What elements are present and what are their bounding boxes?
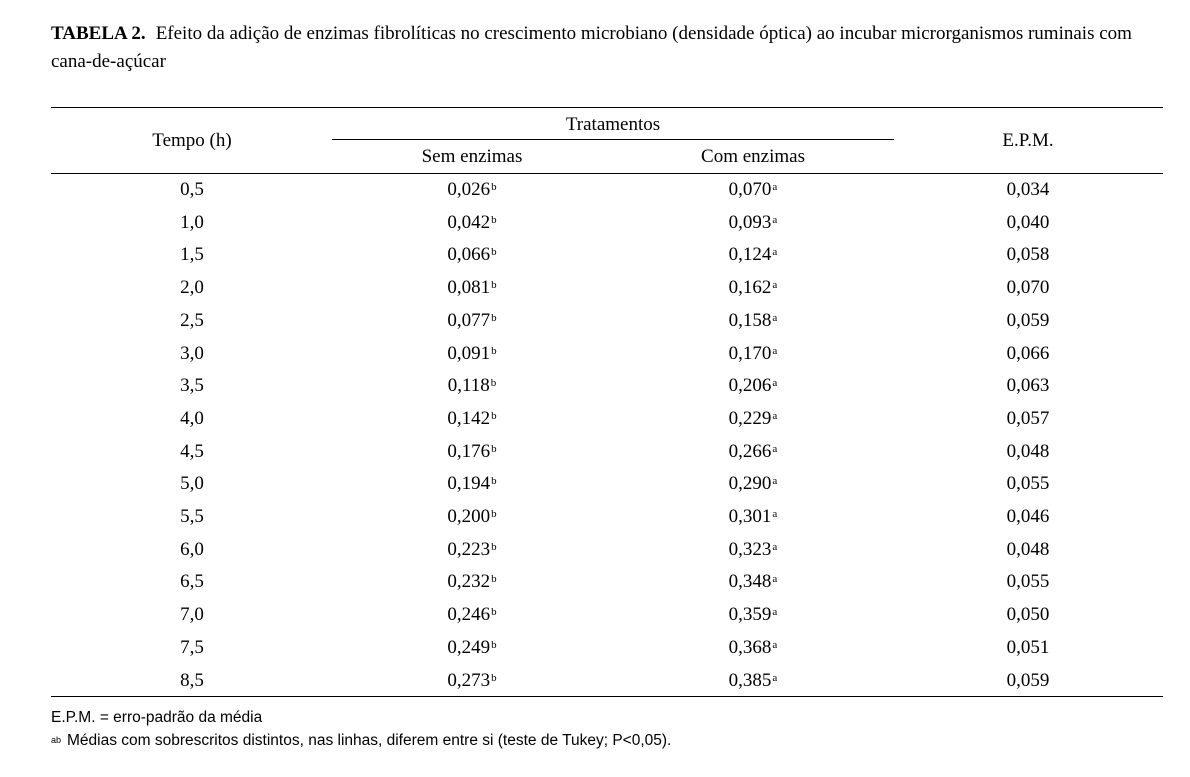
cell-without-enzymes-value: 0,077 xyxy=(447,309,491,331)
table-row xyxy=(0,239,1190,272)
cell-with-enzymes-value: 0,158 xyxy=(728,309,772,331)
cell-with-enzymes xyxy=(729,669,778,693)
cell-with-enzymes-superscript: a xyxy=(772,311,778,324)
cell-time-value: 3,5 xyxy=(180,375,204,397)
cell-sem xyxy=(1007,374,1050,398)
cell-without-enzymes-value: 0,026 xyxy=(447,179,491,200)
table-row xyxy=(0,632,1190,665)
cell-with-enzymes xyxy=(729,178,778,202)
cell-without-enzymes-superscript: b xyxy=(491,540,497,553)
cell-sem xyxy=(1007,538,1050,562)
cell-without-enzymes-superscript: b xyxy=(491,213,497,226)
footnote-significance xyxy=(51,731,671,751)
cell-with-enzymes-value: 0,359 xyxy=(728,604,772,626)
cell-without-enzymes-value: 0,249 xyxy=(447,636,491,658)
cell-time-value: 5,0 xyxy=(180,473,204,495)
cell-with-enzymes-value: 0,124 xyxy=(728,244,772,266)
cell-without-enzymes xyxy=(447,636,496,660)
table-row xyxy=(0,599,1190,632)
cell-sem-value: 0,066 xyxy=(1006,342,1050,364)
cell-with-enzymes-superscript: a xyxy=(772,638,778,651)
cell-without-enzymes-value: 0,246 xyxy=(447,604,491,626)
cell-with-enzymes-value: 0,385 xyxy=(728,669,772,691)
cell-time-value: 4,5 xyxy=(180,440,204,462)
cell-sem-value: 0,040 xyxy=(1006,211,1050,233)
cell-without-enzymes-superscript: b xyxy=(491,508,497,520)
cell-with-enzymes-value: 0,348 xyxy=(728,571,772,593)
table-row xyxy=(0,174,1190,207)
cell-time-value: 7,0 xyxy=(180,604,204,626)
cell-time xyxy=(180,636,204,660)
cell-sem-value: 0,051 xyxy=(1006,636,1050,658)
cell-with-enzymes xyxy=(729,276,778,300)
cell-with-enzymes-superscript: a xyxy=(772,213,778,226)
cell-time-value: 5,5 xyxy=(180,506,204,527)
table-row xyxy=(0,272,1190,305)
cell-with-enzymes xyxy=(729,211,778,235)
cell-with-enzymes-superscript: a xyxy=(772,573,778,586)
cell-time xyxy=(180,603,204,627)
cell-with-enzymes xyxy=(729,374,778,398)
cell-with-enzymes-value: 0,206 xyxy=(728,375,772,397)
cell-without-enzymes-value: 0,223 xyxy=(447,538,491,560)
cell-with-enzymes xyxy=(729,342,778,366)
cell-without-enzymes-superscript: b xyxy=(491,573,497,586)
cell-without-enzymes xyxy=(447,505,496,529)
cell-without-enzymes xyxy=(447,472,496,496)
cell-with-enzymes xyxy=(729,603,778,627)
cell-time xyxy=(180,178,204,202)
header-time: Tempo (h) xyxy=(152,130,232,151)
cell-without-enzymes xyxy=(447,342,496,366)
cell-without-enzymes xyxy=(447,243,496,267)
cell-with-enzymes-superscript: a xyxy=(772,246,778,259)
cell-with-enzymes-superscript: a xyxy=(772,671,778,684)
cell-with-enzymes xyxy=(729,538,778,562)
table-label: TABELA 2. xyxy=(51,23,146,44)
cell-time-value: 3,0 xyxy=(180,342,204,364)
cell-sem xyxy=(1007,342,1050,366)
cell-without-enzymes-superscript: b xyxy=(491,442,497,455)
cell-time xyxy=(180,309,204,333)
table-row xyxy=(0,207,1190,240)
table-caption xyxy=(51,20,1171,76)
cell-time-value: 8,5 xyxy=(180,669,204,691)
cell-time xyxy=(180,407,204,431)
cell-with-enzymes xyxy=(729,440,778,464)
cell-time-value: 7,5 xyxy=(180,636,204,658)
cell-without-enzymes-value: 0,066 xyxy=(447,244,491,266)
footnote-significance-text: Médias com sobrescritos distintos, nas linhas, diferem entre si (teste de Tukey; P<0,05). xyxy=(67,732,672,749)
cell-without-enzymes xyxy=(447,309,496,333)
cell-with-enzymes-superscript: a xyxy=(772,475,778,488)
cell-without-enzymes-superscript: b xyxy=(490,377,497,390)
cell-sem-value: 0,057 xyxy=(1006,407,1050,429)
cell-sem xyxy=(1007,570,1050,594)
cell-without-enzymes-value: 0,118 xyxy=(447,375,490,397)
cell-without-enzymes-value: 0,042 xyxy=(447,211,491,233)
cell-without-enzymes xyxy=(447,570,496,594)
cell-with-enzymes-value: 0,229 xyxy=(728,407,772,429)
cell-sem-value: 0,058 xyxy=(1006,244,1050,266)
cell-time-value: 0,5 xyxy=(180,179,204,200)
cell-with-enzymes-superscript: a xyxy=(772,344,778,357)
table-row xyxy=(0,566,1190,599)
cell-time-value: 1,0 xyxy=(180,211,204,233)
table-row xyxy=(0,370,1190,403)
cell-without-enzymes-value: 0,176 xyxy=(447,440,491,462)
cell-without-enzymes-value: 0,081 xyxy=(447,277,491,299)
header-sem: E.P.M. xyxy=(1002,130,1054,151)
cell-with-enzymes-superscript: a xyxy=(772,606,778,619)
cell-without-enzymes-superscript: b xyxy=(491,311,497,324)
footnote-marker: ab xyxy=(51,735,62,745)
cell-sem xyxy=(1007,505,1050,529)
cell-sem xyxy=(1007,276,1050,300)
cell-with-enzymes xyxy=(729,309,778,333)
table-row xyxy=(0,665,1190,698)
cell-sem xyxy=(1007,669,1050,693)
cell-time-value: 6,5 xyxy=(180,571,204,593)
cell-with-enzymes-superscript: a xyxy=(772,540,778,553)
cell-sem-value: 0,055 xyxy=(1006,473,1050,495)
header-treatments: Tratamentos xyxy=(565,114,661,135)
cell-sem xyxy=(1007,243,1050,267)
cell-sem xyxy=(1007,309,1050,333)
cell-with-enzymes-value: 0,368 xyxy=(728,636,772,658)
cell-with-enzymes-value: 0,290 xyxy=(728,473,772,495)
cell-sem xyxy=(1007,178,1050,202)
cell-sem xyxy=(1007,440,1050,464)
table-row xyxy=(0,338,1190,371)
cell-without-enzymes xyxy=(447,407,496,431)
cell-without-enzymes-value: 0,232 xyxy=(447,571,491,593)
table-caption-text: Efeito da adição de enzimas fibrolíticas no crescimento microbiano (densidade óptica) ao incubar microrganismos ruminais com cana-de-açúcar xyxy=(51,23,1132,72)
cell-with-enzymes-value: 0,070 xyxy=(728,179,772,200)
cell-time xyxy=(180,669,204,693)
cell-with-enzymes-value: 0,323 xyxy=(728,538,772,560)
cell-without-enzymes-superscript: b xyxy=(491,475,497,488)
cell-with-enzymes-superscript: a xyxy=(772,181,778,193)
cell-with-enzymes xyxy=(729,407,778,431)
cell-time-value: 2,5 xyxy=(180,309,204,331)
cell-sem-value: 0,034 xyxy=(1006,179,1050,200)
cell-without-enzymes-value: 0,194 xyxy=(447,473,491,495)
table-row xyxy=(0,534,1190,567)
cell-sem xyxy=(1007,603,1050,627)
cell-with-enzymes-value: 0,093 xyxy=(728,211,772,233)
cell-without-enzymes-superscript: b xyxy=(491,606,497,619)
cell-time xyxy=(180,342,204,366)
bottom-rule xyxy=(51,696,1163,697)
header-with-enzymes: Com enzimas xyxy=(701,146,805,167)
cell-without-enzymes xyxy=(447,538,496,562)
cell-without-enzymes xyxy=(447,669,496,693)
cell-time xyxy=(180,374,204,398)
header-without-enzymes: Sem enzimas xyxy=(421,146,523,167)
cell-sem xyxy=(1007,407,1050,431)
cell-without-enzymes xyxy=(447,178,496,202)
cell-time xyxy=(180,505,204,529)
cell-without-enzymes xyxy=(447,603,496,627)
cell-without-enzymes xyxy=(448,374,497,398)
cell-sem-value: 0,048 xyxy=(1006,538,1050,560)
cell-with-enzymes xyxy=(729,505,778,529)
cell-sem-value: 0,059 xyxy=(1006,309,1050,331)
cell-time xyxy=(180,472,204,496)
cell-sem-value: 0,059 xyxy=(1006,669,1050,691)
top-rule xyxy=(51,107,1163,108)
cell-with-enzymes-value: 0,266 xyxy=(728,440,772,462)
cell-sem-value: 0,070 xyxy=(1006,277,1050,299)
cell-sem xyxy=(1007,472,1050,496)
cell-without-enzymes xyxy=(447,211,496,235)
cell-sem xyxy=(1007,211,1050,235)
footnote-sem: E.P.M. = erro-padrão da média xyxy=(51,709,263,726)
cell-with-enzymes xyxy=(729,570,778,594)
treatments-rule xyxy=(332,139,894,140)
cell-without-enzymes-superscript: b xyxy=(491,344,497,357)
cell-with-enzymes-superscript: a xyxy=(772,409,778,422)
cell-with-enzymes xyxy=(729,472,778,496)
cell-with-enzymes-value: 0,170 xyxy=(728,342,772,364)
cell-sem-value: 0,055 xyxy=(1006,571,1050,593)
cell-without-enzymes-superscript: b xyxy=(491,246,497,259)
cell-with-enzymes-superscript: a xyxy=(772,442,778,455)
cell-without-enzymes-superscript: b xyxy=(491,638,497,651)
cell-without-enzymes-superscript: b xyxy=(491,671,497,684)
cell-with-enzymes-superscript: a xyxy=(772,377,778,390)
cell-time-value: 1,5 xyxy=(180,244,204,266)
cell-time xyxy=(180,211,204,235)
table-row xyxy=(0,436,1190,469)
cell-time-value: 2,0 xyxy=(180,277,204,299)
cell-with-enzymes-value: 0,162 xyxy=(728,277,772,299)
cell-without-enzymes-value: 0,200 xyxy=(447,506,491,527)
cell-time xyxy=(180,276,204,300)
cell-without-enzymes-value: 0,142 xyxy=(447,407,491,429)
cell-without-enzymes-superscript: b xyxy=(491,279,497,292)
cell-sem-value: 0,063 xyxy=(1006,375,1050,397)
cell-sem-value: 0,048 xyxy=(1006,440,1050,462)
cell-without-enzymes xyxy=(447,276,496,300)
cell-with-enzymes xyxy=(729,636,778,660)
table-row xyxy=(0,305,1190,338)
cell-with-enzymes xyxy=(729,243,778,267)
cell-without-enzymes xyxy=(447,440,496,464)
cell-without-enzymes-superscript: b xyxy=(491,409,497,422)
cell-without-enzymes-value: 0,091 xyxy=(447,342,491,364)
cell-sem-value: 0,046 xyxy=(1006,506,1050,527)
cell-with-enzymes-superscript: a xyxy=(772,508,778,520)
cell-sem-value: 0,050 xyxy=(1006,604,1050,626)
table-row xyxy=(0,468,1190,501)
cell-time-value: 6,0 xyxy=(180,538,204,560)
cell-without-enzymes-superscript: b xyxy=(491,181,497,193)
table-row xyxy=(0,403,1190,436)
cell-time xyxy=(180,538,204,562)
cell-time-value: 4,0 xyxy=(180,407,204,429)
cell-sem xyxy=(1007,636,1050,660)
cell-time xyxy=(180,243,204,267)
cell-with-enzymes-superscript: a xyxy=(772,279,778,292)
cell-time xyxy=(180,570,204,594)
table-row xyxy=(0,501,1190,534)
cell-without-enzymes-value: 0,273 xyxy=(447,669,491,691)
cell-time xyxy=(180,440,204,464)
cell-with-enzymes-value: 0,301 xyxy=(728,506,772,527)
